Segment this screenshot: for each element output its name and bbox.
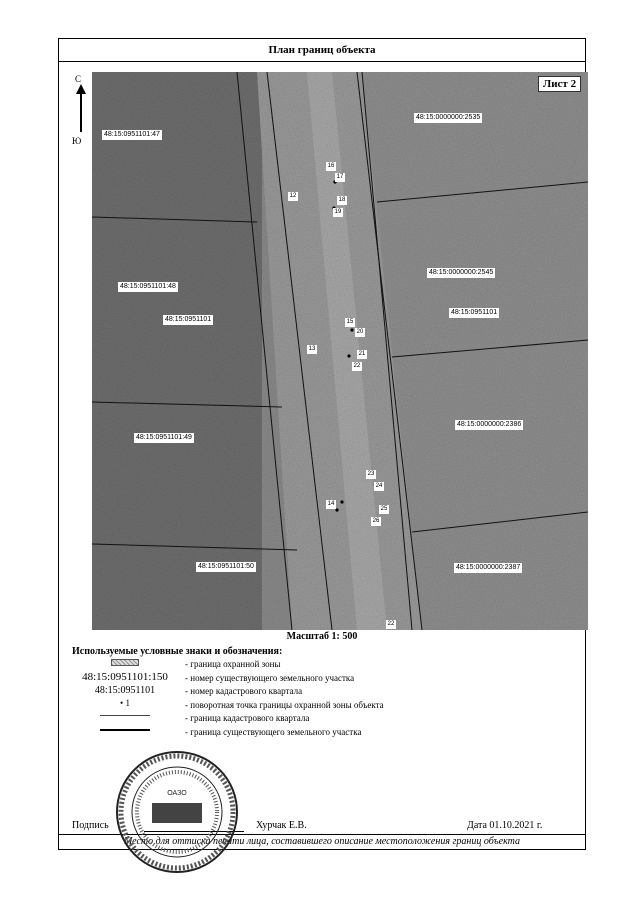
legend-text: - поворотная точка границы охранной зоны объекта [185,700,384,710]
legend-title: Используемые условные знаки и обозначения: [72,646,283,657]
signatory-name: Хурчак Е.В. [256,820,307,831]
map-image [92,72,588,630]
stamp-center-text: ОАЗО [167,790,187,797]
stamp-place-caption: Место для оттиска печати лица, составившего описание местоположения границ объекта [58,834,586,847]
parcel-label: 48:15:0000000:2535 [416,114,481,121]
point-label: 22 [353,363,361,369]
point-label: 26 [372,518,380,524]
map-svg [92,72,588,630]
point-label: 23 [367,471,375,477]
legend-symbol-zone [70,658,180,669]
scale-label: Масштаб 1: 500 [286,631,358,642]
compass-north: С [75,74,82,84]
legend-text: - граница кадастрового квартала [185,713,310,723]
legend-text: - номер существующего земельного участка [185,673,355,683]
point-label: 20 [356,329,364,335]
legend-text: - номер кадастрового квартала [185,686,303,696]
point-label: 17 [336,174,344,180]
point-label: 19 [334,209,342,215]
document-date: Дата 01.10.2021 г. [467,820,543,831]
point-label: 18 [338,197,346,203]
north-arrow-icon [74,76,88,156]
parcel-label: 48:15:0951101:49 [136,434,192,441]
legend-symbol-quarter: 48:15:0951101 [94,685,156,696]
signature-label: Подпись [72,820,109,831]
legend-text: - граница охранной зоны [185,659,281,669]
parcel-label: 48:15:0951101:48 [120,283,176,290]
legend-symbol-point: • 1 [120,698,130,708]
parcel-label: 48:15:0000000:2386 [457,421,522,428]
parcel-label: 48:15:0000000:2545 [429,269,494,276]
quarter-label: 48:15:0951101 [165,316,212,323]
hatch-swatch-icon [111,659,139,666]
legend-symbol-quarter-line [70,710,180,721]
parcel-label: 48:15:0951101:47 [104,131,160,138]
quarter-label: 48:15:0951101 [451,309,498,316]
seal-stamp-icon [112,745,242,880]
point-label: 14 [327,501,335,507]
legend-symbol-parcel-line [70,724,180,735]
point-label: 15 [346,319,354,325]
point-label: 24 [375,483,383,489]
parcel-label: 48:15:0951101:50 [198,563,254,570]
legend-symbol-parcel: 48:15:0951101:150 [82,671,168,683]
point-label: 13 [308,346,316,352]
point-label: 25 [380,506,388,512]
page-title: План границ объекта [58,38,586,62]
line-swatch-icon [100,715,150,716]
point-label: 21 [358,351,366,357]
point-label: 16 [327,163,335,169]
parcel-label: 48:15:0000000:2387 [456,564,521,571]
compass-south: Ю [72,136,82,146]
point-label: 22 [387,621,395,627]
point-label: 12 [289,193,297,199]
line-swatch-icon [100,729,150,731]
arrow-shaft [80,90,82,132]
sheet-label: Лист 2 [538,76,581,92]
legend-text: - граница существующего земельного участка [185,727,362,737]
